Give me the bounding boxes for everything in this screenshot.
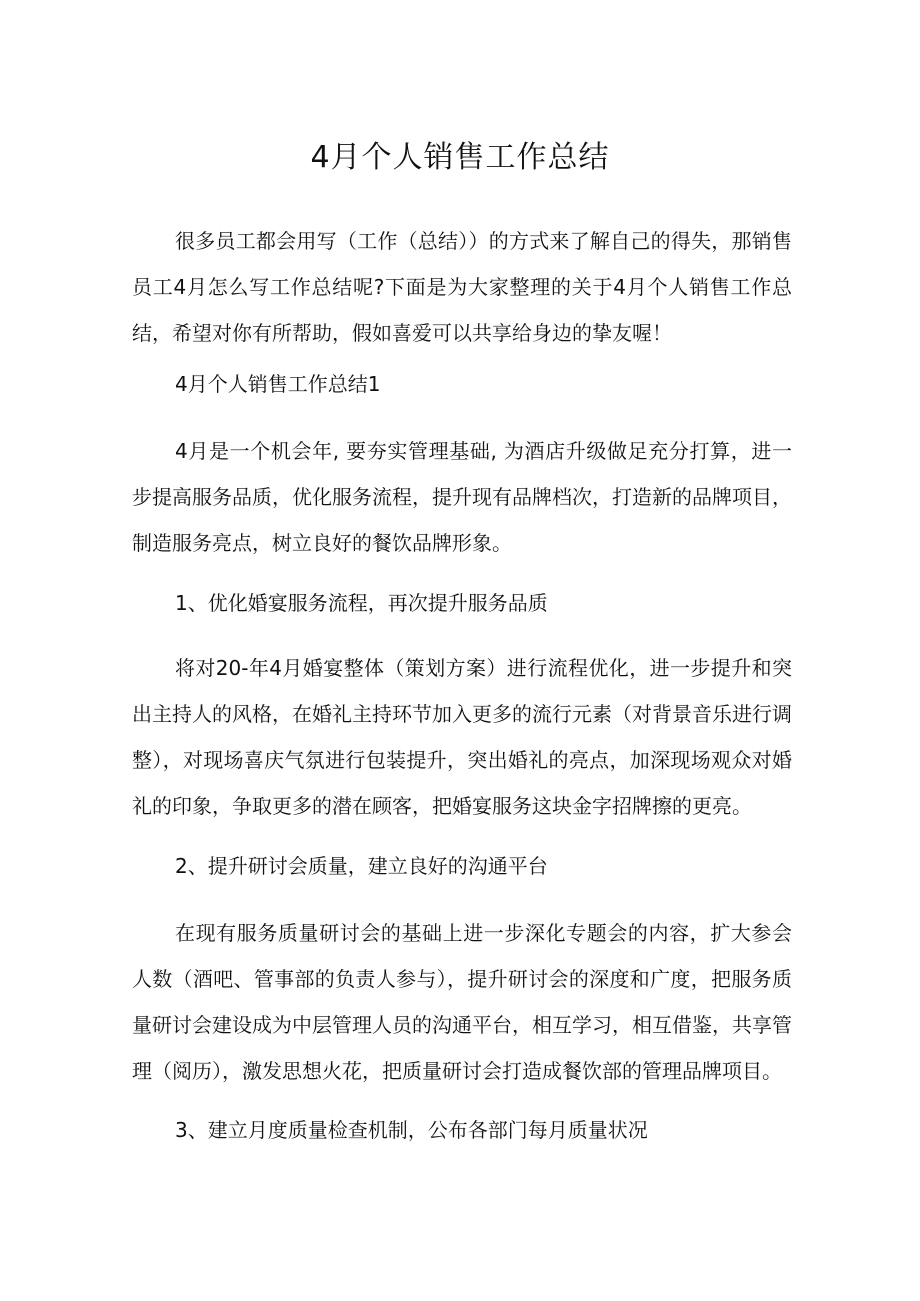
- page-title: 4月个人销售工作总结: [310, 140, 610, 175]
- item-heading-1: 1、优化婚宴服务流程，再次提升服务品质: [175, 591, 548, 615]
- section-intro-paragraph: 4月是一个机会年, 要夯实管理基础, 为酒店升级做足充分打算，进一步提高服务品质，优化服务流程，提升现有品牌档次，打造新的品牌项目，制造服务亮点，树立良好的餐饮品牌形象。: [132, 439, 792, 555]
- item-heading-2: 2、提升研讨会质量，建立良好的沟通平台: [175, 854, 548, 878]
- item-body-2: 在现有服务质量研讨会的基础上进一步深化专题会的内容，扩大参会人数（酒吧、管事部的负责人参与），提升研讨会的深度和广度，把服务质量研讨会建设成为中层管理人员的沟通平台，相互学习，相互借鉴，共享管理（阅历），激发思想火花，把质量研讨会打造成餐饮部的管理品牌项目。: [132, 921, 792, 1083]
- intro-paragraph: 很多员工都会用写（工作（总结））的方式来了解自己的得失，那销售员工4月怎么写工作总结呢?下面是为大家整理的关于4月个人销售工作总结，希望对你有所帮助，假如喜爱可以共享给身边的挚友喔！: [132, 229, 792, 345]
- section-title: 4月个人销售工作总结1: [175, 372, 381, 396]
- item-body-1: 将对20-年4月婚宴整体（策划方案）进行流程优化，进一步提升和突出主持人的风格，在婚礼主持环节加入更多的流行元素（对背景音乐进行调整），对现场喜庆气氛进行包装提升，突出婚礼的亮点，加深现场观众对婚礼的印象，争取更多的潜在顾客，把婚宴服务这块金字招牌擦的更亮。: [132, 656, 792, 818]
- item-heading-3: 3、建立月度质量检查机制，公布各部门每月质量状况: [175, 1118, 648, 1142]
